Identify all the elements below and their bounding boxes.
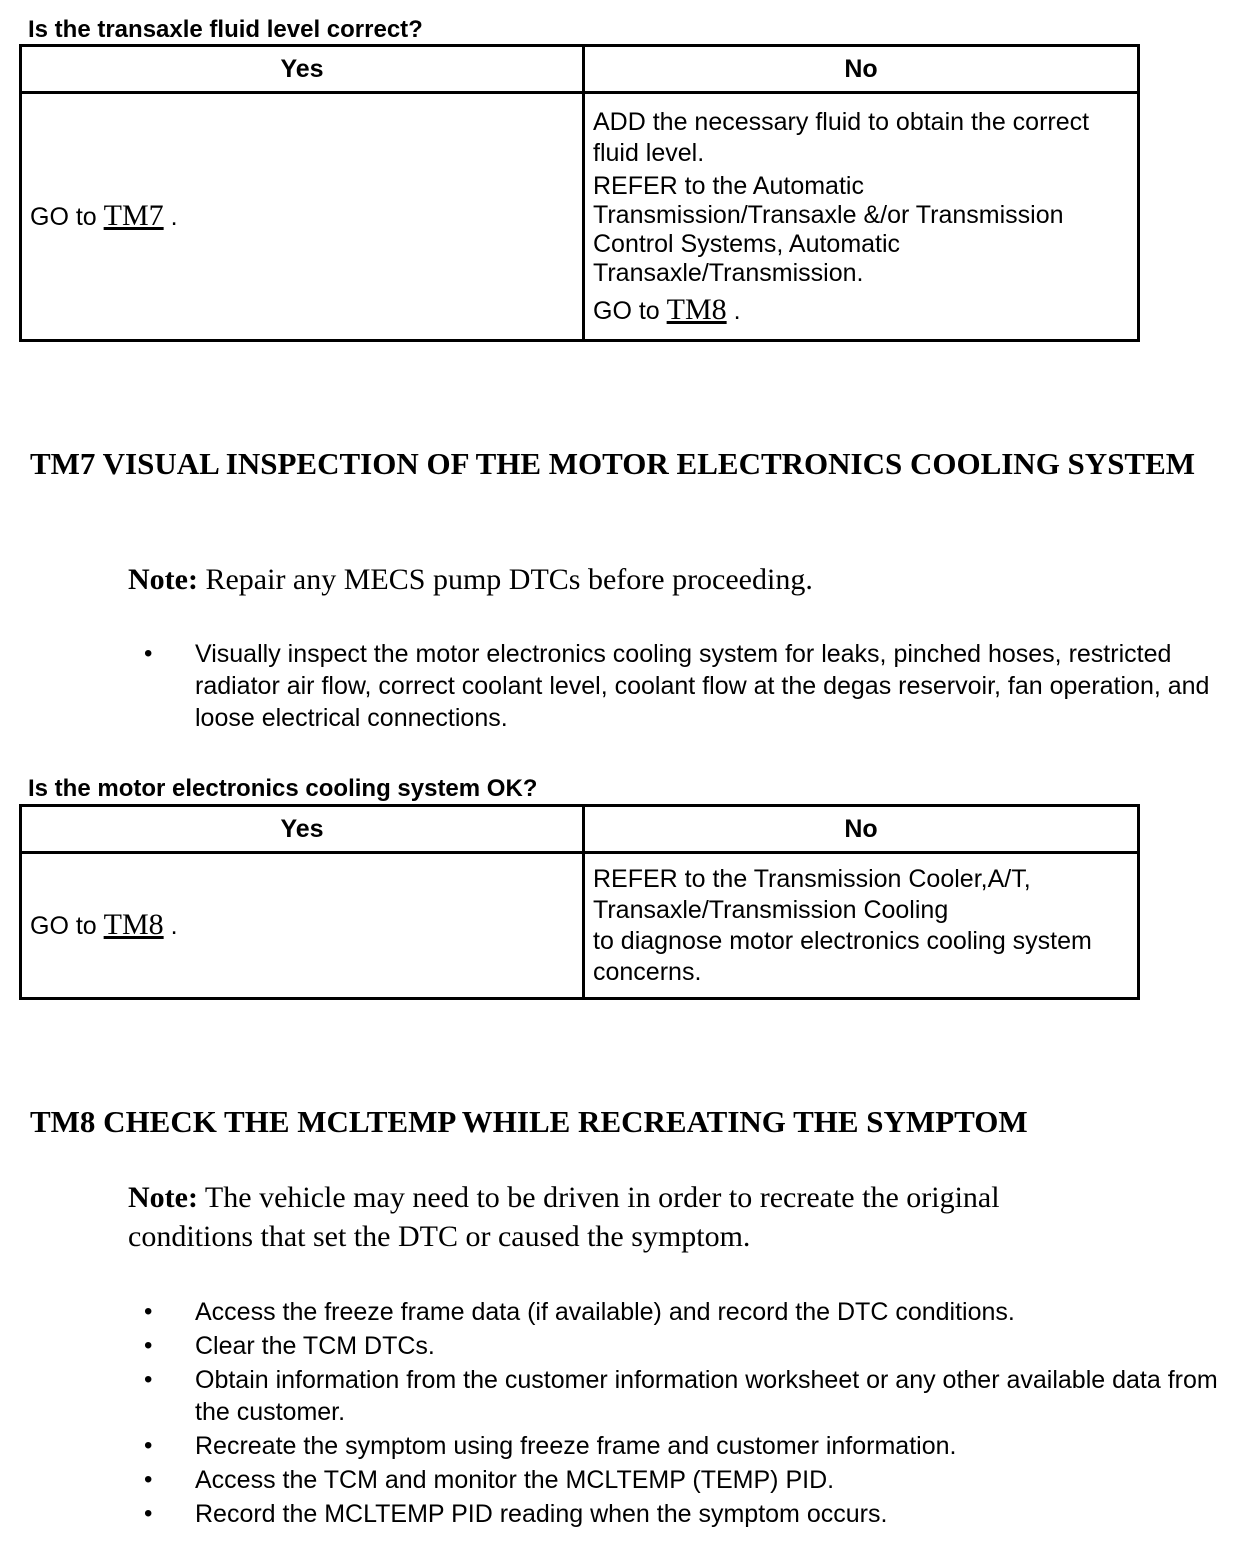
note-label: Note: xyxy=(128,1181,198,1214)
bullet-text: • Record the MCLTEMP PID reading when the symptom occurs. xyxy=(195,1500,888,1528)
tm7-link[interactable]: TM7 xyxy=(103,199,164,232)
go-to-text: GO to xyxy=(30,203,104,231)
no-cell xyxy=(584,93,1139,341)
no-header: No xyxy=(584,806,1139,853)
tm8-link[interactable]: TM8 xyxy=(103,908,164,941)
refer-text: REFER to the Automatic Transmission/Transaxle &/or Transmission Control Systems, Automatic Transaxle/Transmission. xyxy=(593,171,1064,287)
tm8-note xyxy=(128,1178,1128,1256)
period: . xyxy=(163,912,178,940)
no-header: No xyxy=(584,46,1139,93)
yes-cell xyxy=(21,93,584,341)
note-text: The vehicle may need to be driven in order to recreate the original conditions that set the DTC or caused the symptom. xyxy=(128,1181,1000,1253)
add-fluid-text: ADD the necessary fluid to obtain the correct fluid level. xyxy=(593,107,1090,167)
question-cooling-system: Is the motor electronics cooling system OK? xyxy=(28,775,538,802)
list-item xyxy=(0,1430,1240,1462)
bullet-text: • Recreate the symptom using freeze frame and customer information. xyxy=(195,1432,957,1460)
tm7-bullet-list xyxy=(0,638,1240,734)
tm7-heading: TM7 VISUAL INSPECTION OF THE MOTOR ELECTRONICS COOLING SYSTEM xyxy=(30,446,1196,481)
tm8-link[interactable]: TM8 xyxy=(666,292,727,326)
bullet-text: • Obtain information from the customer information worksheet or any other available data from the customer. xyxy=(195,1366,1218,1426)
list-item xyxy=(0,1498,1240,1530)
bullet-text: • Access the freeze frame data (if available) and record the DTC conditions. xyxy=(195,1298,1015,1326)
tm8-heading: TM8 CHECK THE MCLTEMP WHILE RECREATING THE SYMPTOM xyxy=(30,1104,1028,1139)
bullet-text: • Clear the TCM DTCs. xyxy=(195,1332,435,1360)
period: . xyxy=(726,296,741,325)
period: . xyxy=(163,203,178,231)
yes-header: Yes xyxy=(21,46,584,93)
bullet-text: • Visually inspect the motor electronics cooling system for leaks, pinched hoses, restricted radiator air flow, correct coolant level, coolant flow at the degas reservoir, fan operation, and loose electrical connections. xyxy=(195,640,1210,732)
yes-cell xyxy=(21,853,584,999)
list-item xyxy=(0,1464,1240,1496)
tm8-bullet-list xyxy=(0,1296,1240,1530)
bullet-text: • Access the TCM and monitor the MCLTEMP (TEMP) PID. xyxy=(195,1466,835,1494)
note-text: Repair any MECS pump DTCs before proceeding. xyxy=(197,563,813,596)
note-label: Note: xyxy=(128,563,198,596)
go-to-text: GO to xyxy=(30,912,104,940)
decision-table-cooling-system xyxy=(19,804,1140,1000)
go-to-text: GO to xyxy=(593,296,667,325)
list-item xyxy=(0,1364,1240,1428)
list-item xyxy=(0,1296,1240,1328)
no-cell xyxy=(584,853,1139,999)
yes-header: Yes xyxy=(21,806,584,853)
question-fluid-level: Is the transaxle fluid level correct? xyxy=(28,16,423,43)
refer-line-1: REFER to the Transmission Cooler,A/T, xyxy=(593,864,1031,893)
decision-table-fluid-level xyxy=(19,44,1140,342)
refer-line-2: Transaxle/Transmission Cooling xyxy=(593,895,949,924)
list-item xyxy=(0,638,1240,734)
tm7-note xyxy=(128,560,1208,599)
go-to-tm8-line xyxy=(593,294,1129,327)
refer-line-3: to diagnose motor electronics cooling system concerns. xyxy=(593,926,1092,986)
list-item xyxy=(0,1330,1240,1362)
